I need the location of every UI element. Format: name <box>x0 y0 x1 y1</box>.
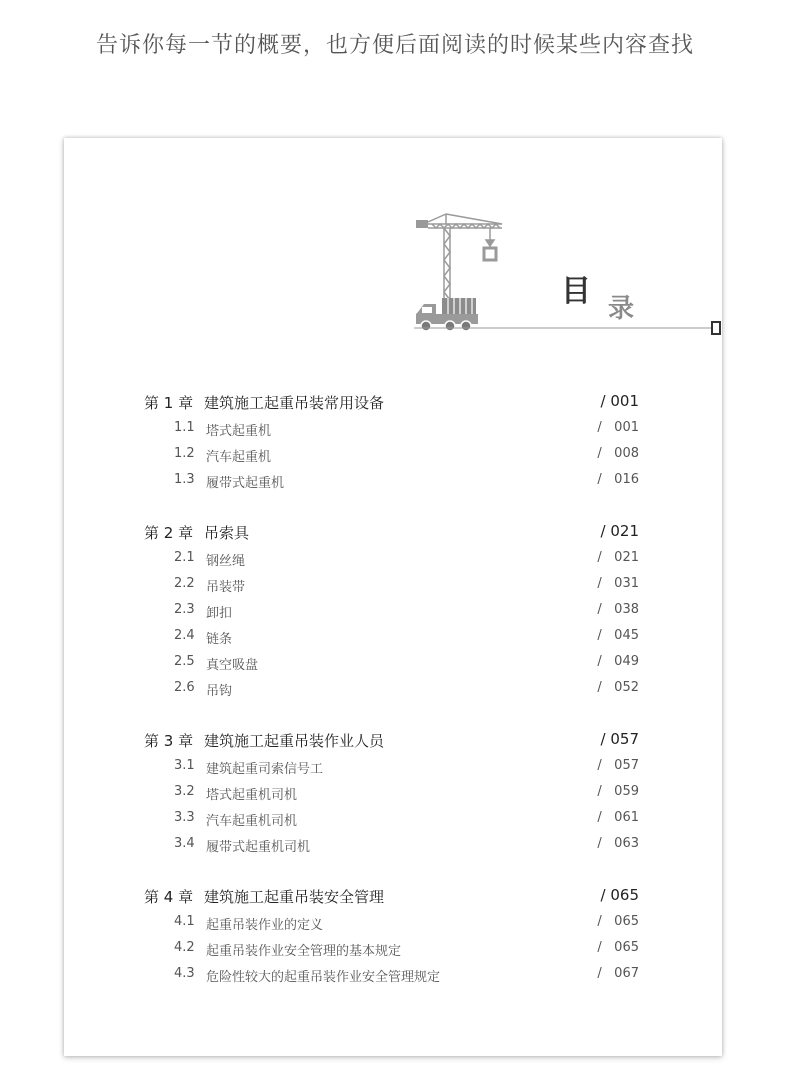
section-entry[interactable] <box>144 466 639 492</box>
section-page: / 065 <box>597 940 639 955</box>
chapter-title: 建筑施工起重吊装作业人员 <box>204 732 385 750</box>
section-entry[interactable] <box>144 908 639 934</box>
chapter-heading[interactable] <box>144 518 639 544</box>
chapter-number: 第 1 章 <box>144 394 194 412</box>
section-title: 链条 <box>206 632 233 647</box>
tower-crane-icon <box>416 214 502 300</box>
section-title: 履带式起重机司机 <box>206 840 311 855</box>
section-entry[interactable] <box>144 440 639 466</box>
section-entry[interactable] <box>144 778 639 804</box>
chapter-heading[interactable] <box>144 882 639 908</box>
section-page: / 021 <box>597 550 639 565</box>
section-page: / 061 <box>597 810 639 825</box>
section-page: / 063 <box>597 836 639 851</box>
chapter-heading[interactable] <box>144 388 639 414</box>
chapter-page: / 001 <box>600 392 639 410</box>
section-entry[interactable] <box>144 934 639 960</box>
section-title: 塔式起重机 <box>206 424 272 439</box>
section-entry[interactable] <box>144 622 639 648</box>
section-page: / 001 <box>597 420 639 435</box>
chapter-3 <box>144 726 639 856</box>
section-page: / 052 <box>597 680 639 695</box>
toc-title-char-2: 录 <box>608 294 635 324</box>
truck-icon <box>416 298 478 331</box>
section-entry[interactable] <box>144 804 639 830</box>
section-number: 3.1 <box>174 758 195 773</box>
line-end-marker <box>712 322 720 334</box>
section-title: 危险性较大的起重吊装作业安全管理规定 <box>206 970 441 985</box>
chapter-number: 第 3 章 <box>144 732 194 750</box>
section-entry[interactable] <box>144 648 639 674</box>
section-number: 1.3 <box>174 472 195 487</box>
table-of-contents <box>144 388 639 1012</box>
section-title: 卸扣 <box>206 606 233 621</box>
section-title: 汽车起重机 <box>206 450 272 465</box>
chapter-2 <box>144 518 639 700</box>
section-entry[interactable] <box>144 414 639 440</box>
section-number: 2.4 <box>174 628 195 643</box>
toc-page <box>64 138 722 1056</box>
section-page: / 067 <box>597 966 639 981</box>
section-title: 履带式起重机 <box>206 476 285 491</box>
section-entry[interactable] <box>144 752 639 778</box>
section-number: 1.2 <box>174 446 195 461</box>
section-title: 建筑起重司索信号工 <box>206 762 324 777</box>
section-title: 吊装带 <box>206 580 246 595</box>
section-number: 2.2 <box>174 576 195 591</box>
section-number: 2.1 <box>174 550 195 565</box>
section-entry[interactable] <box>144 674 639 700</box>
section-number: 4.1 <box>174 914 195 929</box>
chapter-number: 第 2 章 <box>144 524 194 542</box>
chapter-heading[interactable] <box>144 726 639 752</box>
chapter-title: 吊索具 <box>204 524 250 542</box>
section-page: / 045 <box>597 628 639 643</box>
section-entry[interactable] <box>144 596 639 622</box>
chapter-number: 第 4 章 <box>144 888 194 906</box>
section-number: 3.4 <box>174 836 195 851</box>
banner-caption: 告诉你每一节的概要，也方便后面阅读的时候某些内容查找 <box>95 33 694 58</box>
chapter-1 <box>144 388 639 492</box>
section-title: 起重吊装作业安全管理的基本规定 <box>206 944 402 959</box>
chapter-title: 建筑施工起重吊装安全管理 <box>204 888 385 906</box>
section-entry[interactable] <box>144 830 639 856</box>
section-number: 2.5 <box>174 654 195 669</box>
section-number: 4.2 <box>174 940 195 955</box>
section-number: 3.3 <box>174 810 195 825</box>
section-number: 1.1 <box>174 420 195 435</box>
chapter-page: / 065 <box>600 886 639 904</box>
section-title: 吊钩 <box>206 684 233 699</box>
section-number: 4.3 <box>174 966 195 981</box>
section-page: / 016 <box>597 472 639 487</box>
section-page: / 038 <box>597 602 639 617</box>
chapter-title: 建筑施工起重吊装常用设备 <box>204 394 385 412</box>
chapter-page: / 021 <box>600 522 639 540</box>
section-number: 2.6 <box>174 680 195 695</box>
section-title: 钢丝绳 <box>206 554 246 569</box>
toc-title-char-1: 目 <box>561 274 591 309</box>
section-title: 汽车起重机司机 <box>206 814 298 829</box>
section-title: 真空吸盘 <box>206 658 259 673</box>
section-page: / 065 <box>597 914 639 929</box>
chapter-page: / 057 <box>600 730 639 748</box>
section-title: 起重吊装作业的定义 <box>206 918 324 933</box>
section-page: / 031 <box>597 576 639 591</box>
section-entry[interactable] <box>144 544 639 570</box>
section-page: / 008 <box>597 446 639 461</box>
section-page: / 057 <box>597 758 639 773</box>
chapter-4 <box>144 882 639 986</box>
section-page: / 049 <box>597 654 639 669</box>
section-entry[interactable] <box>144 960 639 986</box>
section-title: 塔式起重机司机 <box>206 788 298 803</box>
section-entry[interactable] <box>144 570 639 596</box>
section-page: / 059 <box>597 784 639 799</box>
section-number: 3.2 <box>174 784 195 799</box>
section-number: 2.3 <box>174 602 195 617</box>
